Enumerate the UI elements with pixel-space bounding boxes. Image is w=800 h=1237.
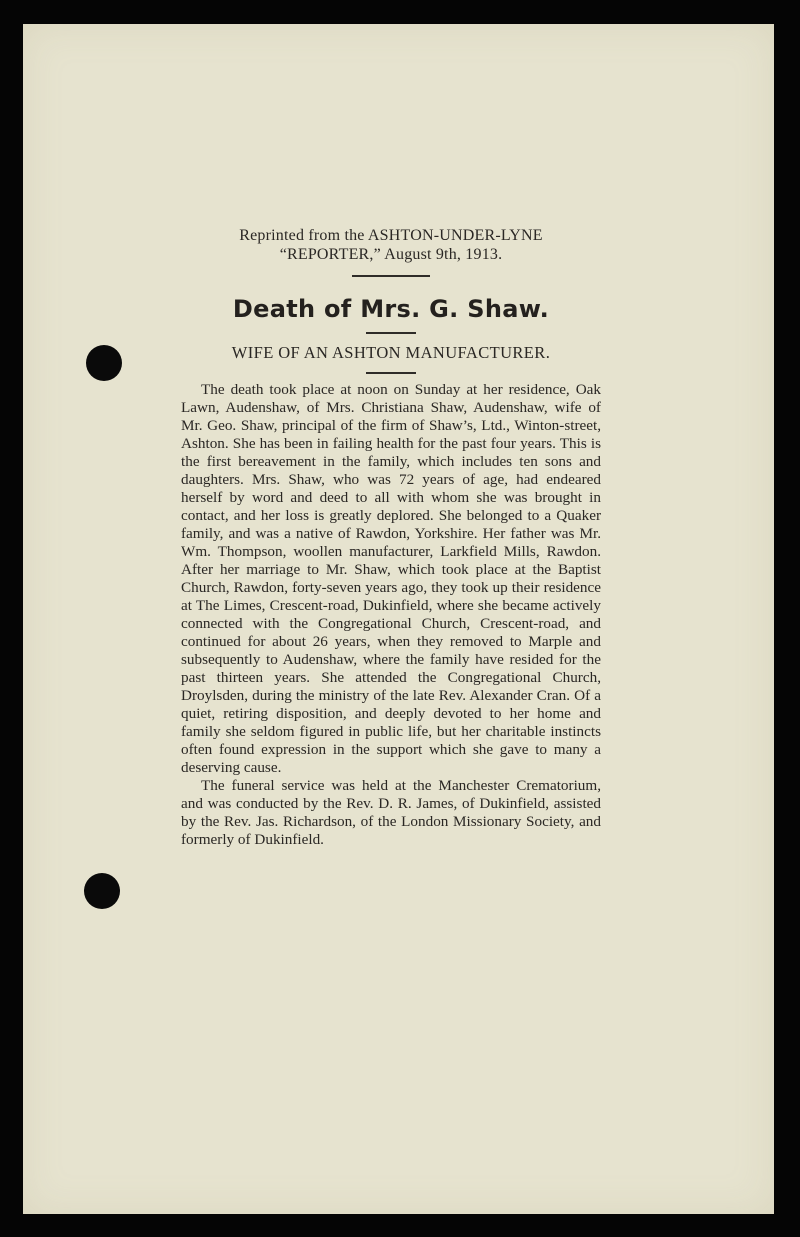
headline: Death of Mrs. G. Shaw.	[232, 295, 550, 323]
reprint-line-1: Reprinted from the ASHTON-UNDER-LYNE	[239, 227, 543, 244]
punch-hole-top	[86, 345, 122, 381]
reprint-line-2: “REPORTER,” August 9th, 1913.	[279, 246, 503, 263]
subheadline: WIFE OF AN ASHTON MANUFACTURER.	[231, 343, 551, 362]
article-paragraph: The death took place at noon on Sunday at her residence, Oak Lawn, Audenshaw, of Mrs. Christiana Shaw, Audenshaw, wife of Mr. Geo. Shaw, principal of the firm of Shaw’s, Ltd., Winton-street, Ashton. She has been in failing health for the past four years. This is the first bereavement in the family, which includes ten sons and daughters. Mrs. Shaw, who was 72 years of age, had endeared herself by word and deed to all with whom she was brought in contact, and her loss is greatly deplored. She belonged to a Quaker family, and was a native of Rawdon, Yorkshire. Her father was Mr. Wm. Thompson, woollen manufacturer, Larkfield Mills, Rawdon. After her marriage to Mr. Shaw, which took place at the Baptist Church, Rawdon, forty-seven years ago, they took up their residence at The Limes, Crescent-road, Dukinfield, where she became actively connected with the Congregational Church, Crescent-road, and continued for about 26 years, when they removed to Marple and subsequently to Audenshaw, where the family have resided for the past thirteen years. She attended the Congregational Church, Droylsden, during the ministry of the late Rev. Alexander Cran. Of a quiet, retiring disposition, and deeply devoted to her home and family she seldom figured in public life, but her charitable instincts often found expression in the support which she gave to many a deserving cause.	[181, 381, 601, 776]
divider-rule	[366, 332, 416, 334]
punch-hole-bottom	[84, 873, 120, 909]
article-paragraph: The funeral service was held at the Manchester Crematorium, and was conducted by the Rev. D. R. James, of Dukinfield, assisted by the Rev. Jas. Richardson, of the London Missionary Society, and formerly of Dukinfield.	[181, 777, 601, 848]
divider-rule	[352, 275, 430, 277]
article	[181, 226, 601, 849]
reprint-notice	[181, 226, 601, 264]
divider-rule	[366, 372, 416, 374]
